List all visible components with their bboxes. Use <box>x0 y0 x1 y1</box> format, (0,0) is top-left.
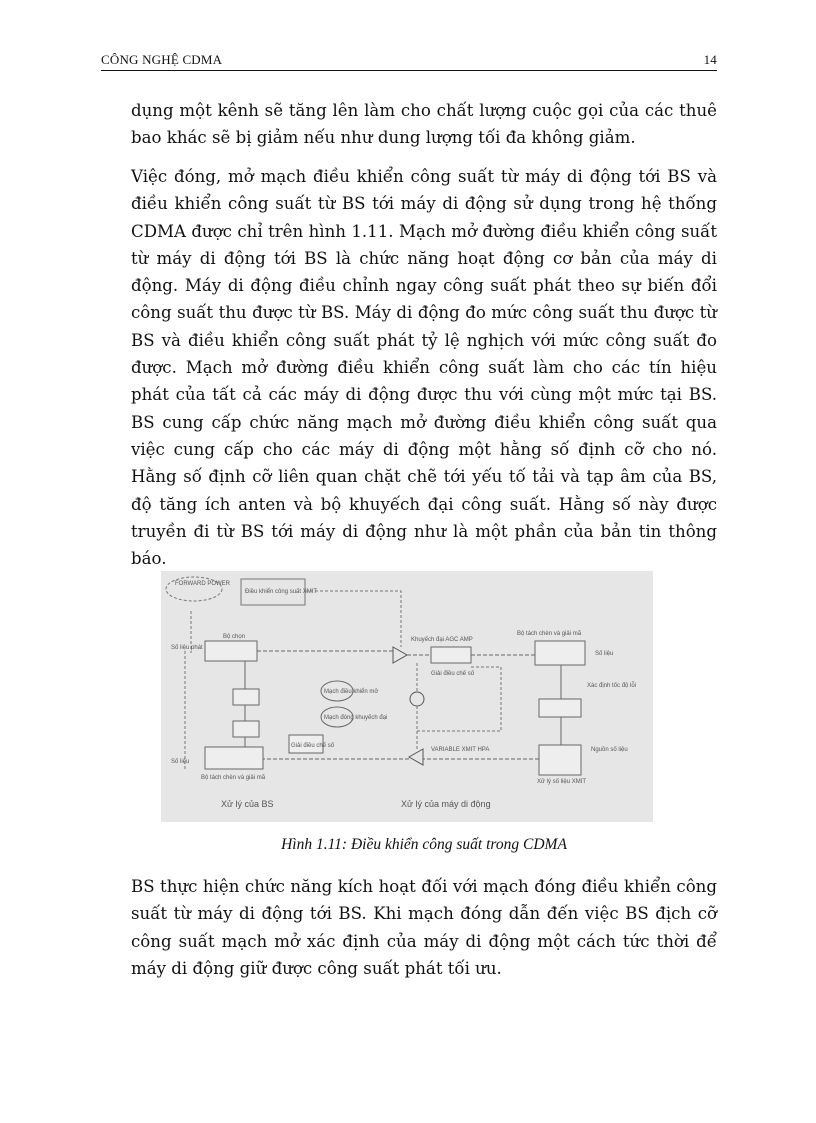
selector-box <box>205 641 257 661</box>
demod-selector-label: Bộ tách chèn và giải mã <box>517 631 582 637</box>
page-number: 14 <box>703 52 717 67</box>
ms-xmit-label: Xử lý số liệu XMIT <box>537 779 587 785</box>
figure-caption: Hình 1.11: Điều khiển công suất trong CDMA <box>281 836 567 853</box>
paragraph-2: Việc đóng, mở mạch điều khiển công suất từ máy di động tới BS và điều khiển công suất từ BS tới máy di động sử dụng trong hệ thống CDMA được chỉ trên hình 1.11. Mạch mở đường điều khiển công suất từ máy di động tới BS là chức năng hoạt động cơ bản của máy di động. Máy di động điều chỉnh ngay công suất phát theo sự biến đổi công suất thu được từ BS. Máy di động đo mức công suất thu được từ BS và điều khiển công suất phát tỷ lệ nghịch với mức công suất đo được. Mạch mở đường điều khiển công suất làm cho các tín hiệu phát của tất cả các máy di động được thu với cùng một mức tại BS. BS cung cấp chức năng mạch mở đường điều khiển công suất qua việc cung cấp cho các máy di động một hằng số định cỡ cho nó. Hằng số định cỡ liên quan chặt chẽ tới yếu tố tải và tạp âm của BS, độ tăng ích anten và bộ khuyếch đại công suất. Hằng số này được truyền đi từ BS tới máy di động như là một phần của bản tin thông báo. <box>131 167 717 569</box>
ms-processing-label: Xử lý của máy di động <box>401 799 491 809</box>
xmit-control-label: Điều khiển công suất XMIT <box>245 589 318 595</box>
bs-processing-label: Xử lý của BS <box>221 799 274 809</box>
ms-xmit-box <box>539 745 581 775</box>
bs-demod-label: Giải điều chế số <box>291 743 335 749</box>
loop-path <box>185 591 501 771</box>
bs-data-label: Số liệu <box>171 759 190 765</box>
demod-selector-box <box>535 641 585 665</box>
forward-path <box>257 651 535 655</box>
amp-label: Khuyếch đại AGC AMP <box>411 637 473 643</box>
data-in-label: Số liệu phát <box>171 645 203 651</box>
open-loop-label: Mạch điều khiển mở <box>324 689 379 695</box>
power-control-diagram <box>161 571 653 822</box>
adder-circle <box>410 692 424 706</box>
reverse-amp-triangle <box>409 749 423 765</box>
bs-rate-box <box>233 689 259 705</box>
selector-label: Bộ chọn <box>223 634 246 640</box>
forward-power-label: FORWARD POWER <box>175 581 230 587</box>
decoder-label: Giải điều chế số <box>431 671 475 677</box>
snr-box <box>539 699 581 717</box>
variable-amp-label: VARIABLE XMIT HPA <box>431 747 490 753</box>
bs-demod-selector-box <box>205 747 263 769</box>
source-label: Nguồn số liệu <box>591 747 628 753</box>
closed-loop-label: Mạch đóng khuyếch đại <box>324 715 388 721</box>
snr-label: Xác định tốc độ lỗi <box>587 683 637 689</box>
header-title: CÔNG NGHỆ CDMA <box>101 52 223 67</box>
bs-inner-box <box>233 721 259 737</box>
paragraph-3: BS thực hiện chức năng kích hoạt đối với mạch đóng điều khiển công suất từ máy di động tới BS. Khi mạch đóng dẫn đến việc BS địch cỡ công suất mạch mở xác định của máy di động một cách tức thời để máy di động giữ được công suất phát tối ưu. <box>131 877 717 978</box>
amp-box <box>431 647 471 663</box>
paragraph-1: dụng một kênh sẽ tăng lên làm cho chất lượng cuộc gọi của các thuê bao khác sẽ bị giảm nếu như dung lượng tối đa không giảm. <box>131 101 717 148</box>
bs-demod-selector-label: Bộ tách chèn và giải mã <box>201 775 266 781</box>
forward-amp-triangle <box>393 647 407 663</box>
data-out-label: Số liệu <box>595 651 614 657</box>
page-header <box>101 52 717 71</box>
